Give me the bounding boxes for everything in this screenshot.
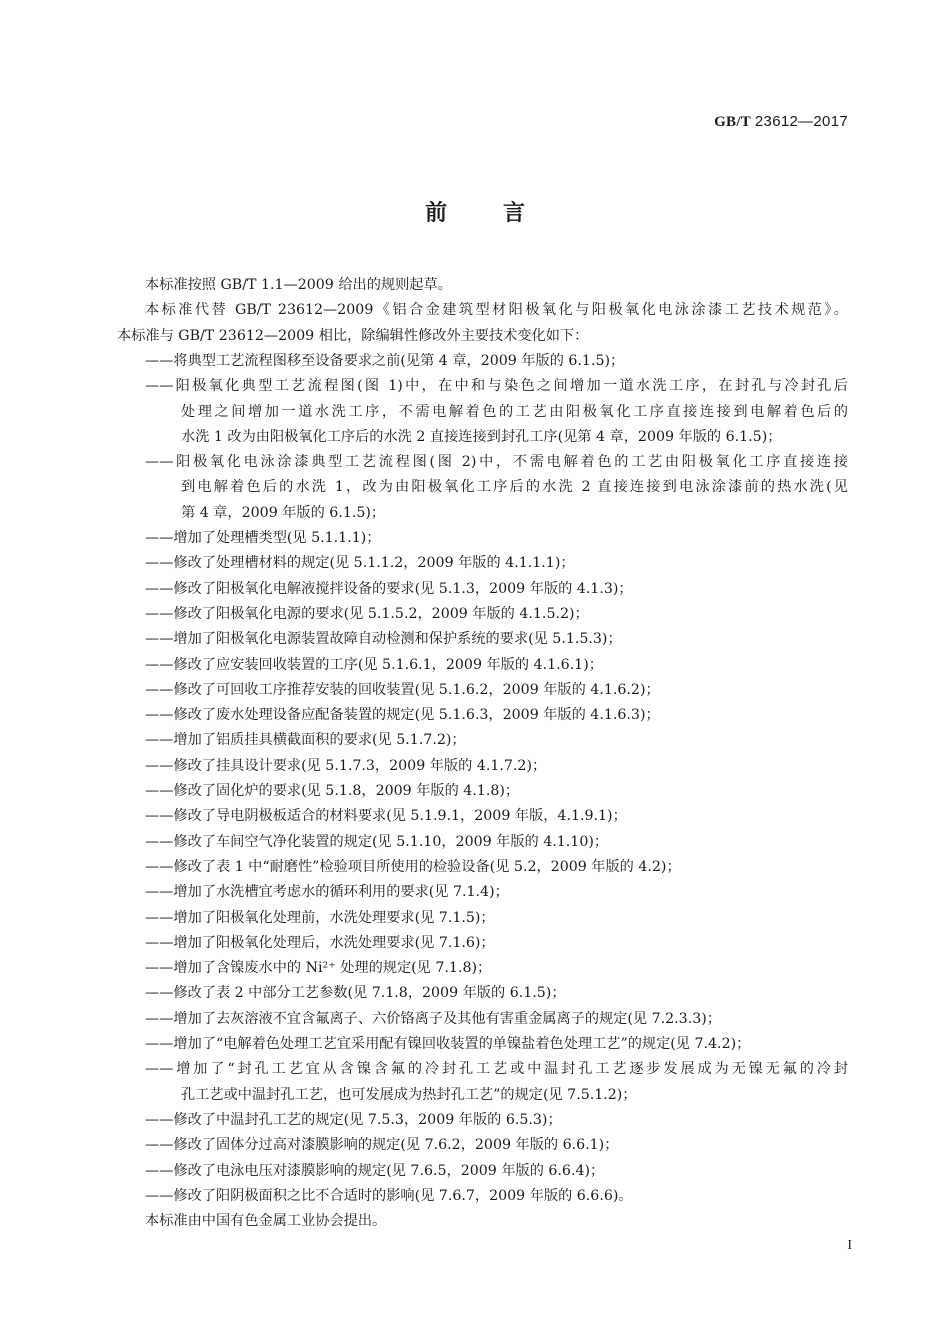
change-list-item-line: ——修改了阳阴极面积之比不合适时的影响(见 7.6.7，2009 年版的 6.6.6)。 <box>145 1187 633 1204</box>
change-list-item-line: 水洗 1 改为由阳极氧化工序后的水洗 2 直接连接到封孔工序(见第 4 章，2009 年版的 6.1.5)； <box>181 428 782 445</box>
change-list-item-line: ——增加了“电解着色处理工艺宜采用配有镍回收装置的单镍盐着色处理工艺”的规定(见 7.4.2)； <box>145 1036 751 1052</box>
change-list-item-line: ——修改了车间空气净化装置的规定(见 5.1.10，2009 年版的 4.1.10)； <box>145 833 609 850</box>
change-list-item-line: ——修改了电泳电压对漆膜影响的规定(见 7.6.5，2009 年版的 6.6.4)； <box>145 1162 605 1179</box>
change-list-item-line: ——增加了阳极氧化处理后，水洗处理要求(见 7.1.6)； <box>145 934 495 951</box>
change-list-item-line: ——修改了固体分过高对漆膜影响的规定(见 7.6.2，2009 年版的 6.6.1)； <box>145 1137 619 1154</box>
change-list-item-line: ——阳极氧化典型工艺流程图(图 1)中，在中和与染色之间增加一道水洗工序，在封孔与冷封孔后 <box>145 378 848 395</box>
change-list-item-line: ——增加了处理槽类型(见 5.1.1.1)； <box>145 530 381 546</box>
change-list-item-line: ——修改了处理槽材料的规定(见 5.1.1.2，2009 年版的 4.1.1.1)； <box>145 555 575 572</box>
change-list-item-line: ——增加了“封孔工艺宜从含镍含氟的冷封孔工艺或中温封孔工艺逐步发展成为无镍无氟的冷封 <box>145 1061 848 1078</box>
change-list-item-line: 处理之间增加一道水洗工序，不需电解着色的工艺由阳极氧化工序直接连接到电解着色后的 <box>181 403 848 420</box>
change-list-item-line: ——增加了去灰溶液不宜含氟离子、六价铬离子及其他有害重金属离子的规定(见 7.2.3.3)； <box>145 1010 721 1027</box>
paragraph-line: 本标准代替 GB/T 23612—2009《铝合金建筑型材阳极氧化与阳极氧化电泳涂漆工艺技术规范》。 <box>145 302 848 319</box>
standard-number-header <box>714 113 848 131</box>
paragraph-line: 本标准按照 GB/T 1.1—2009 给出的规则起草。 <box>145 277 452 293</box>
change-list-item-line: ——修改了中温封孔工艺的规定(见 7.5.3，2009 年版的 6.5.3)； <box>145 1111 562 1128</box>
page-title <box>0 196 950 227</box>
paragraph-line: 本标准与 GB/T 23612—2009 相比，除编辑性修改外主要技术变化如下： <box>117 327 589 344</box>
change-list-item-line: 到电解着色后的水洗 1，改为由阳极氧化工序后的水洗 2 直接连接到电泳涂漆前的热水洗(见 <box>181 479 848 496</box>
change-list-item-line: ——修改了导电阴极板适合的材料要求(见 5.1.9.1，2009 年版，4.1.9.1)； <box>145 808 627 825</box>
change-list-item-line: ——修改了废水处理设备应配备装置的规定(见 5.1.6.3，2009 年版的 4.1.6.3)； <box>145 707 660 724</box>
title-char: 言 <box>503 201 526 226</box>
change-list-item-line: ——增加了含镍废水中的 Ni²⁺ 处理的规定(见 7.1.8)； <box>145 960 492 977</box>
change-list-item-line: ——修改了挂具设计要求(见 5.1.7.3，2009 年版的 4.1.7.2)； <box>145 757 547 774</box>
change-list-item-line: ——阳极氧化电泳涂漆典型工艺流程图(图 2)中，不需电解着色的工艺由阳极氧化工序直接连接 <box>145 454 848 471</box>
change-list-item-line: ——修改了应安装回收装置的工序(见 5.1.6.1，2009 年版的 4.1.6.1)； <box>145 656 603 673</box>
title-char: 前 <box>424 201 447 226</box>
change-list-item-line: ——修改了阳极氧化电解液搅拌设备的要求(见 5.1.3，2009 年版的 4.1.3)； <box>145 580 633 597</box>
change-list-item-line: 第 4 章，2009 年版的 6.1.5)； <box>181 504 386 521</box>
change-list-item-line: ——修改了固化炉的要求(见 5.1.8，2009 年版的 4.1.8)； <box>145 783 520 799</box>
paragraph-line: 本标准由中国有色金属工业协会提出。 <box>145 1213 387 1230</box>
change-list-item-line: ——修改了可回收工序推荐安装的回收装置(见 5.1.6.2，2009 年版的 4.1.6.2)； <box>145 681 660 698</box>
change-list-item-line: ——将典型工艺流程图移至设备要求之前(见第 4 章，2009 年版的 6.1.5)； <box>145 352 625 369</box>
change-list-item-line: ——增加了阳极氧化处理前，水洗处理要求(见 7.1.5)； <box>145 909 495 926</box>
change-list-item-line: ——修改了表 1 中“耐磨性”检验项目所使用的检验设备(见 5.2，2009 年版的 4.2)； <box>145 858 681 875</box>
change-list-item-line: ——增加了水洗槽宜考虑水的循环利用的要求(见 7.1.4)； <box>145 884 509 901</box>
change-list-item-line: ——增加了铝质挂具横截面积的要求(见 5.1.7.2)； <box>145 732 466 749</box>
change-list-item-line: 孔工艺或中温封孔工艺，也可发展成为热封孔工艺”的规定(见 7.5.1.2)； <box>181 1086 637 1103</box>
change-list-item-line: ——修改了表 2 中部分工艺参数(见 7.1.8，2009 年版的 6.1.5)； <box>145 985 566 1002</box>
change-list-item-line: ——修改了阳极氧化电源的要求(见 5.1.5.2，2009 年版的 4.1.5.2)； <box>145 605 589 622</box>
standard-prefix: GB/T <box>714 114 751 130</box>
standard-code: 23612—2017 <box>754 113 848 130</box>
change-list-item-line: ——增加了阳极氧化电源装置故障自动检测和保护系统的要求(见 5.1.5.3)； <box>145 631 622 648</box>
page-number: I <box>847 1238 852 1253</box>
